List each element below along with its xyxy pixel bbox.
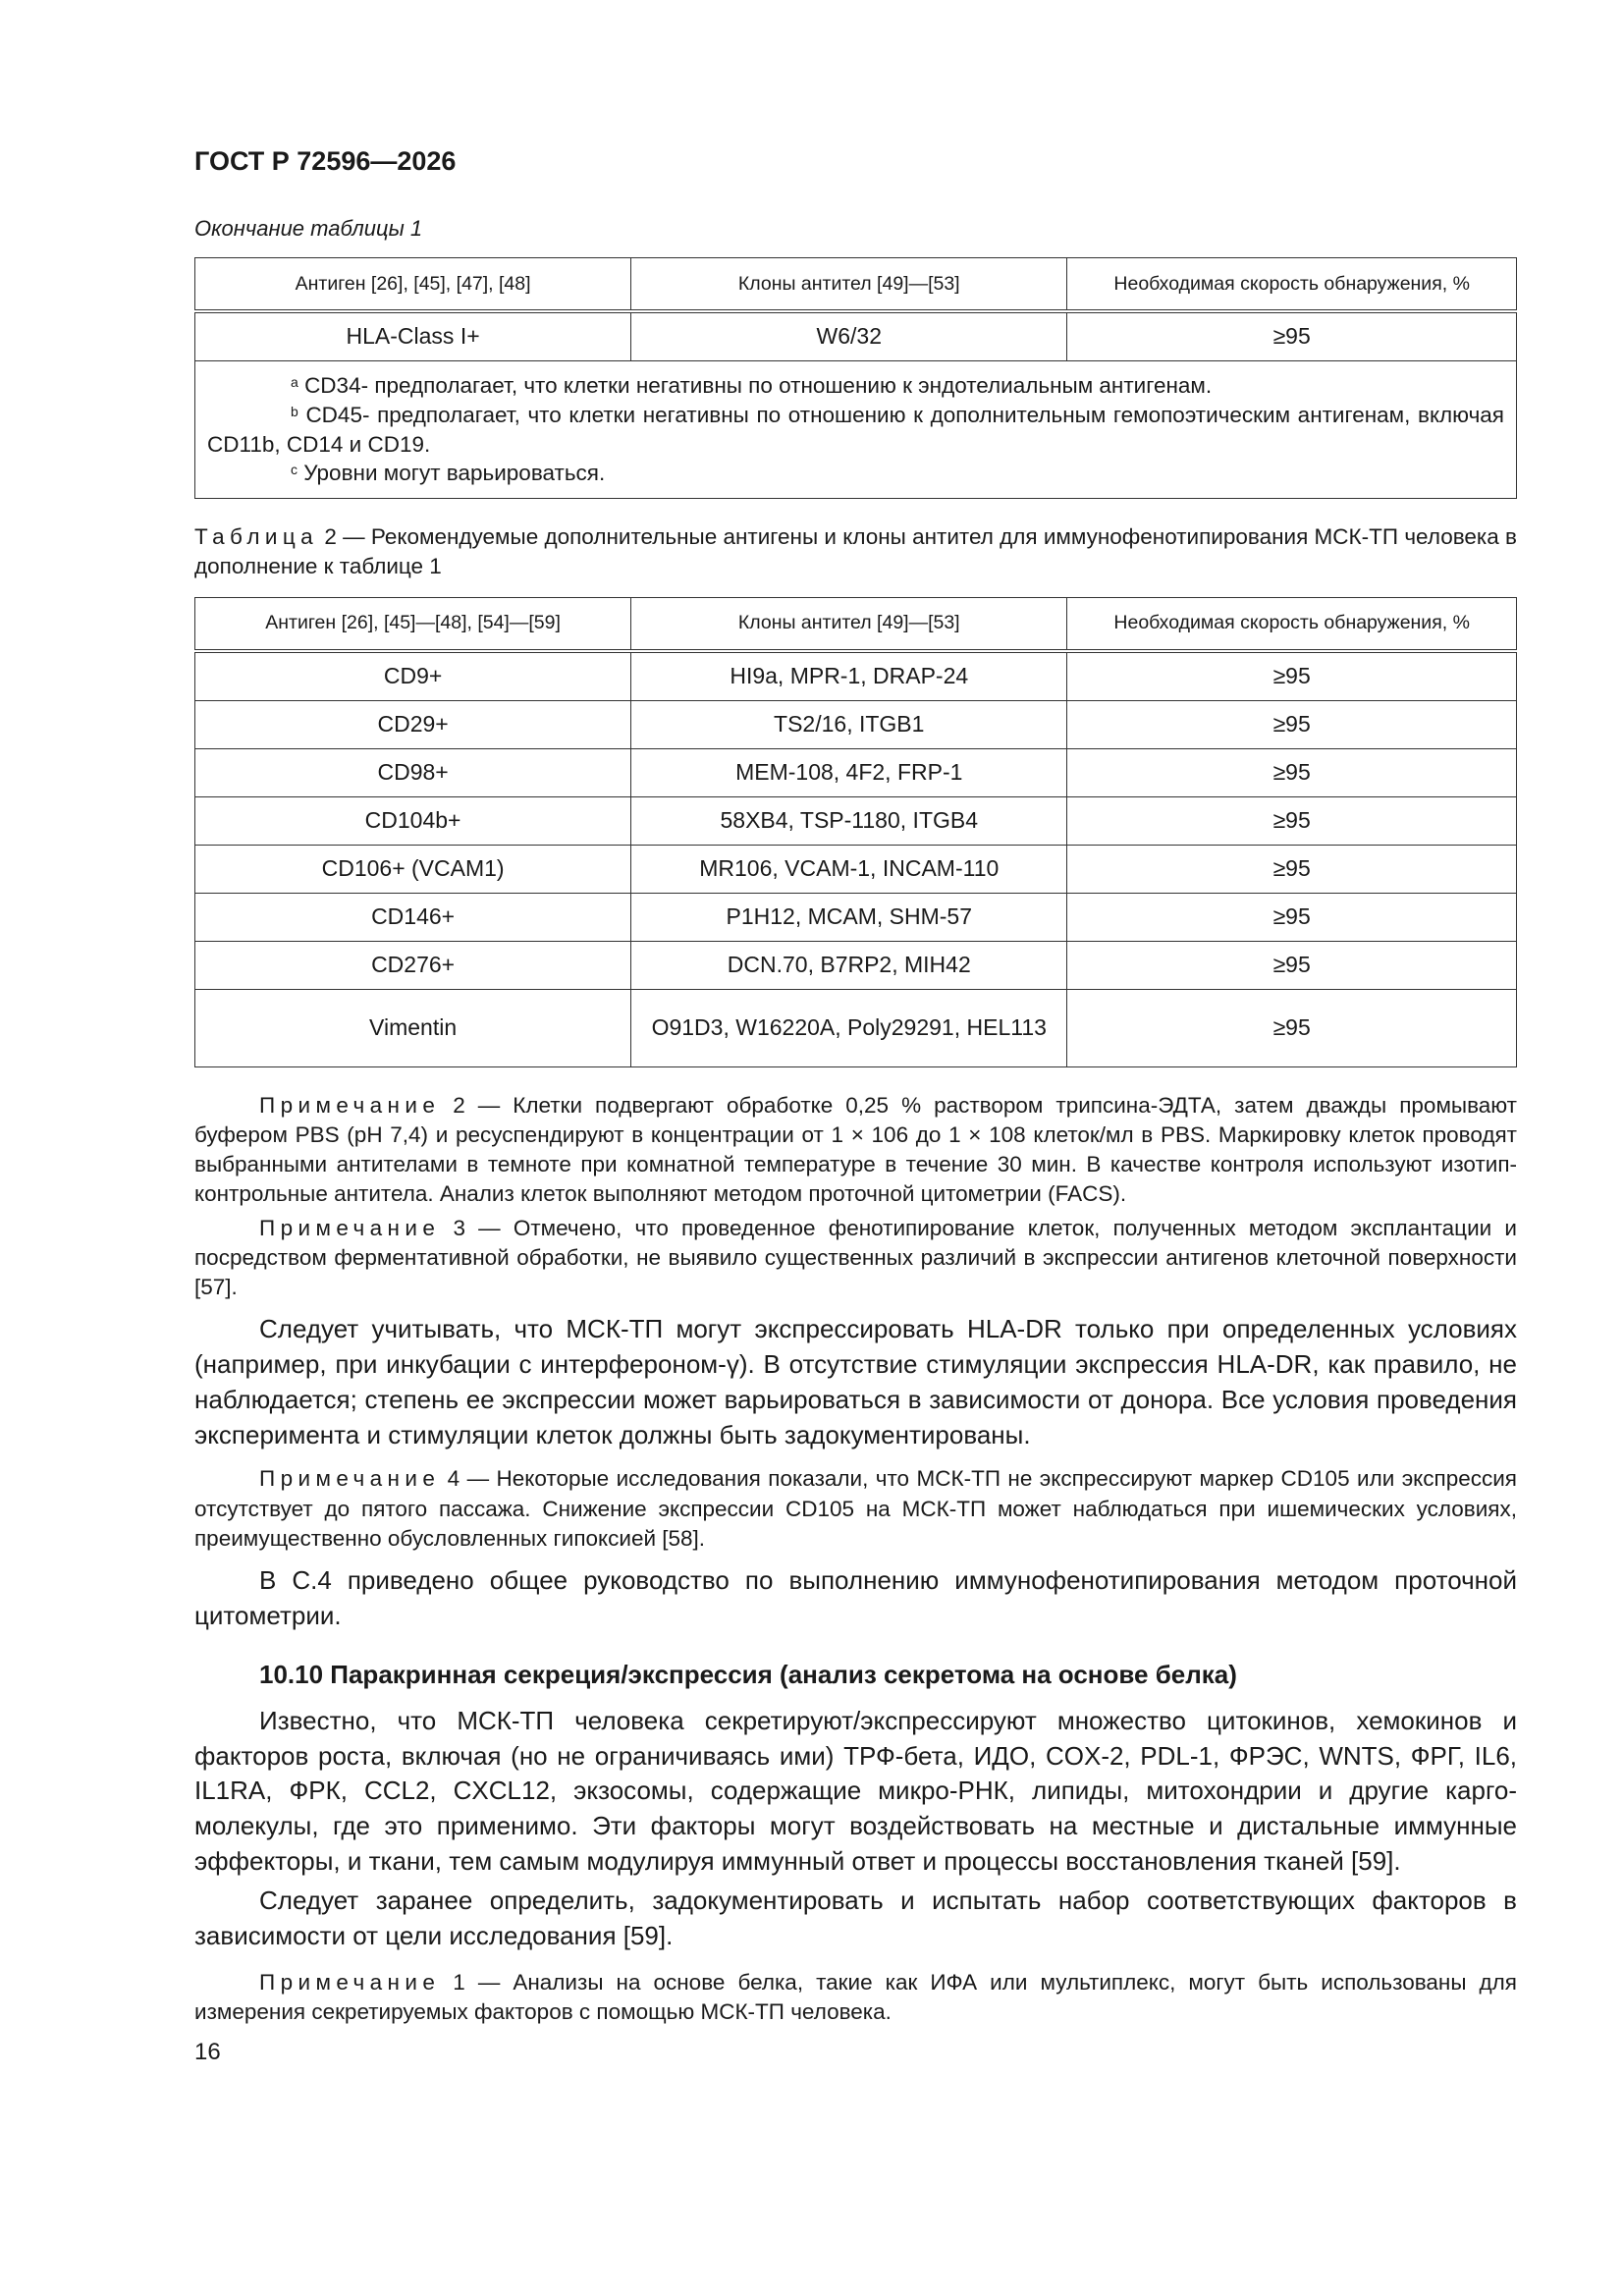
column-header-detection-rate: Необходимая скорость обнаружения, % xyxy=(1067,258,1517,312)
table-row xyxy=(195,989,1517,1066)
footnotes-row xyxy=(195,361,1517,499)
paragraph-secretion: Известно, что МСК-ТП человека секретируют/экспрессируют множество цитокинов, хемокинов и факторов роста, включая (но не ограничиваясь ими) ТРФ-бета, ИДО, COX-2, PDL-1, ФРЭС, WNTS, ФРГ, IL6, IL1RA, ФРК, CCL2, CXCL12, экзосомы, содержащие микро-РНК, липиды, митохондрии и другие карго-молекулы, где это применимо. Эти факторы могут воздействовать на местные и дистальные иммунные эффекторы, и ткани, тем самым модулируя иммунный ответ и процессы восстановления тканей [59]. xyxy=(194,1705,1517,1877)
document-header: ГОСТ Р 72596—2026 xyxy=(194,146,457,176)
note-3 xyxy=(194,1214,1517,1302)
cell-clones: P1H12, MCAM, SHM-57 xyxy=(631,893,1067,941)
cell-antigen: CD146+ xyxy=(195,893,631,941)
cell-detection-rate: ≥95 xyxy=(1067,989,1517,1066)
table2-label: Таблица xyxy=(194,524,319,550)
paragraph-c4: В С.4 приведено общее руководство по выполнению иммунофенотипирования методом проточной цитометрии. xyxy=(194,1564,1517,1630)
table-row xyxy=(195,748,1517,796)
table-row xyxy=(195,700,1517,748)
footnote-text: CD34- предполагает, что клетки негативны по отношению к эндотелиальным антигенам. xyxy=(304,373,1213,399)
cell-clones: W6/32 xyxy=(631,311,1067,361)
footnote-text: Уровни могут варьироваться. xyxy=(303,461,606,486)
cell-clones: 58XB4, TSP-1180, ITGB4 xyxy=(631,796,1067,845)
note-1 xyxy=(194,1968,1517,2027)
note-text: 3 — Отмечено, что проведенное фенотипирование клеток, полученных методом эксплантации и посредством ферментативной обработки, не выявило существенных различий в экспрессии антигенов клеточной поверхности [57]. xyxy=(194,1215,1517,1299)
column-header-clones: Клоны антител [49]—[53] xyxy=(631,597,1067,651)
page-number: 16 xyxy=(194,2039,221,2066)
cell-antigen: Vimentin xyxy=(195,989,631,1066)
table-row xyxy=(195,651,1517,701)
note-label: Примечание xyxy=(259,1466,441,1492)
paragraph-hla-dr: Следует учитывать, что МСК-ТП могут экспрессировать HLA-DR только при определенных условиях (например, при инкубации с интерфероном-γ). В отсутствие стимуляции экспрессия HLA-DR, как правило, не наблюдается; степень ее экспрессии может варьироваться в зависимости от донора. Все условия проведения эксперимента и стимуляции клеток должны быть задокументированы. xyxy=(194,1313,1517,1449)
cell-clones: DCN.70, B7RP2, MIH42 xyxy=(631,941,1067,989)
cell-clones: MEM-108, 4F2, FRP-1 xyxy=(631,748,1067,796)
cell-antigen: CD29+ xyxy=(195,700,631,748)
table-row xyxy=(195,893,1517,941)
table-header-row xyxy=(195,258,1517,312)
note-label: Примечание xyxy=(259,1092,441,1118)
table-footnotes xyxy=(195,361,1517,499)
footnote-mark: b xyxy=(291,404,298,420)
cell-detection-rate: ≥95 xyxy=(1067,941,1517,989)
cell-clones: O91D3, W16220A, Poly29291, HEL113 xyxy=(631,989,1067,1066)
footnote-mark: c xyxy=(291,462,298,478)
cell-detection-rate: ≥95 xyxy=(1067,651,1517,701)
table1 xyxy=(194,257,1517,499)
column-header-antigen: Антиген [26], [45], [47], [48] xyxy=(195,258,631,312)
column-header-antigen: Антиген [26], [45]—[48], [54]—[59] xyxy=(195,597,631,651)
cell-clones: TS2/16, ITGB1 xyxy=(631,700,1067,748)
footnote-c xyxy=(207,459,1504,488)
cell-antigen: CD9+ xyxy=(195,651,631,701)
page-content xyxy=(194,145,1517,2066)
cell-antigen: HLA-Class I+ xyxy=(195,311,631,361)
cell-antigen: CD106+ (VCAM1) xyxy=(195,845,631,893)
cell-clones: MR106, VCAM-1, INCAM-110 xyxy=(631,845,1067,893)
cell-detection-rate: ≥95 xyxy=(1067,700,1517,748)
table2-caption xyxy=(194,522,1517,581)
cell-detection-rate: ≥95 xyxy=(1067,893,1517,941)
column-header-detection-rate: Необходимая скорость обнаружения, % xyxy=(1067,597,1517,651)
note-text: 2 — Клетки подвергают обработке 0,25 % раствором трипсина-ЭДТА, затем дважды промывают буфером PBS (pH 7,4) и ресуспендируют в концентрации от 1 × 106 до 1 × 108 клеток/мл в PBS. Маркировку клеток проводят выбранными антителами в темноте при комнатной температуре в течение 30 мин. В качестве контроля используют изотип-контрольные антитела. Анализ клеток выполняют методом проточной цитометрии (FACS). xyxy=(194,1092,1517,1207)
note-text: 4 — Некоторые исследования показали, что МСК-ТП не экспрессируют маркер CD105 или экспрессия отсутствует до пятого пассажа. Снижение экспрессии CD105 на МСК-ТП может наблюдаться при ишемических условиях, преимущественно обусловленных гипоксией [58]. xyxy=(194,1466,1517,1551)
table-row xyxy=(195,796,1517,845)
footnote-b xyxy=(207,401,1504,459)
cell-detection-rate: ≥95 xyxy=(1067,311,1517,361)
cell-antigen: CD276+ xyxy=(195,941,631,989)
cell-antigen: CD104b+ xyxy=(195,796,631,845)
table-header-row xyxy=(195,597,1517,651)
section-heading: 10.10 Паракринная секреция/экспрессия (анализ секретома на основе белка) xyxy=(259,1659,1237,1689)
table-row xyxy=(195,941,1517,989)
footnote-text: CD45- предполагает, что клетки негативны по отношению к дополнительным гемопоэтическим антигенам, включая CD11b, CD14 и CD19. xyxy=(207,403,1504,457)
cell-antigen: CD98+ xyxy=(195,748,631,796)
note-label: Примечание xyxy=(259,1969,441,1995)
cell-detection-rate: ≥95 xyxy=(1067,845,1517,893)
footnote-a xyxy=(207,371,1504,401)
cell-clones: HI9a, MPR-1, DRAP-24 xyxy=(631,651,1067,701)
table-row xyxy=(195,311,1517,361)
cell-detection-rate: ≥95 xyxy=(1067,748,1517,796)
note-2 xyxy=(194,1091,1517,1210)
table-row xyxy=(195,845,1517,893)
note-text: 1 — Анализы на основе белка, такие как ИФА или мультиплекс, могут быть использованы для измерения секретируемых факторов с помощью МСК-ТП человека. xyxy=(194,1969,1517,2024)
paragraph-predefine: Следует заранее определить, задокументировать и испытать набор соответствующих факторов в зависимости от цели исследования [59]. xyxy=(194,1886,1517,1950)
table2 xyxy=(194,597,1517,1067)
footnote-mark: a xyxy=(291,374,298,391)
note-label: Примечание xyxy=(259,1215,441,1240)
table1-continuation-caption: Окончание таблицы 1 xyxy=(194,216,423,242)
table2-caption-text: 2 — Рекомендуемые дополнительные антигены и клоны антител для иммунофенотипирования МСК-ТП человека в дополнение к таблице 1 xyxy=(194,524,1517,579)
cell-detection-rate: ≥95 xyxy=(1067,796,1517,845)
note-4 xyxy=(194,1464,1517,1553)
column-header-clones: Клоны антител [49]—[53] xyxy=(631,258,1067,312)
